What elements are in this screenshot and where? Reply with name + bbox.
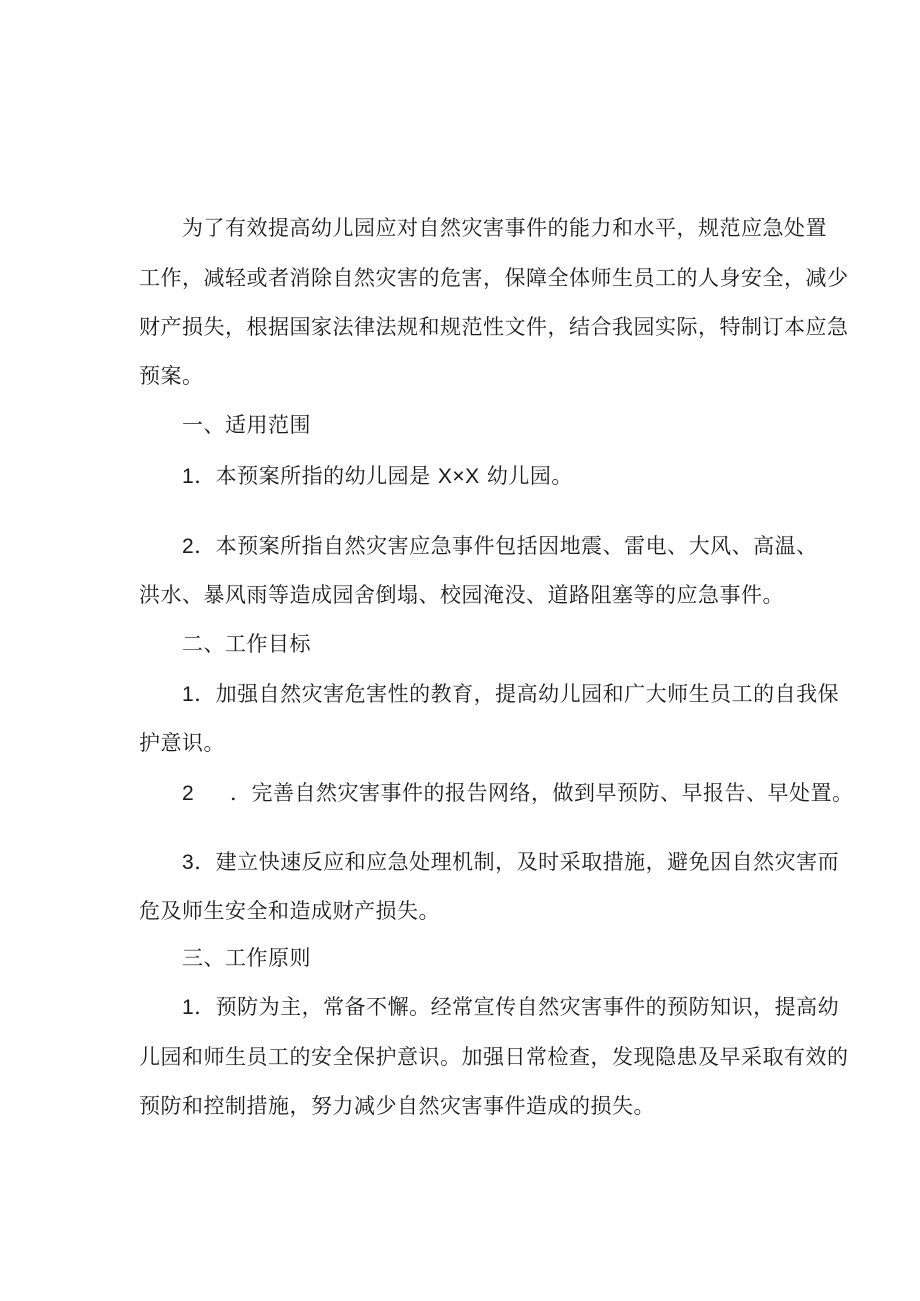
section1-item1-text-b: 幼儿园。 — [479, 464, 573, 488]
section1-item2-text-1: ．本预案所指自然灾害应急事件包括因地震、雷电、大风、高温、 — [194, 534, 818, 558]
section2-item3-line1 — [182, 848, 839, 877]
section2-item1-line2: 护意识。 — [139, 731, 225, 755]
section2-item1-line1 — [182, 680, 839, 709]
section2-item1-number: 1 — [182, 683, 195, 706]
section3-item1-line1 — [182, 993, 839, 1022]
section2-item2-number: 2 — [182, 782, 195, 805]
section3-heading: 三、工作原则 — [182, 946, 311, 970]
intro-line-3: 财产损失，根据国家法律法规和规范性文件，结合我园实际，特制订本应急 — [139, 315, 849, 339]
section2-item2-text: ．完善自然灾害事件的报告网络，做到早预防、早报告、早处置。 — [230, 781, 854, 805]
section1-item2-line1 — [182, 532, 818, 561]
section1-item2-line2: 洪水、暴风雨等造成园舍倒塌、校园淹没、道路阻塞等的应急事件。 — [139, 583, 784, 607]
section2-item1-text-1: ．加强自然灾害危害性的教育，提高幼儿园和广大师生员工的自我保 — [194, 682, 840, 706]
section2-item2 — [182, 779, 854, 808]
section1-heading: 一、适用范围 — [182, 413, 311, 437]
section1-item1-text-a: ．本预案所指的幼儿园是 — [194, 464, 438, 488]
section2-heading: 二、工作目标 — [182, 632, 311, 656]
section1-item1-number: 1 — [182, 465, 195, 488]
section2-item3-line2: 危及师生安全和造成财产损失。 — [139, 899, 440, 923]
section3-item1-number: 1 — [182, 996, 195, 1019]
section3-item1-text-1: ．预防为主，常备不懈。经常宣传自然灾害事件的预防知识，提高幼 — [194, 995, 840, 1019]
section3-item1-line3: 预防和控制措施，努力减少自然灾害事件造成的损失。 — [139, 1094, 655, 1118]
section1-item1-code: X×X — [437, 465, 480, 488]
section3-item1-line2: 儿园和师生员工的安全保护意识。加强日常检查，发现隐患及早采取有效的 — [139, 1045, 849, 1069]
intro-line-4: 预案。 — [139, 364, 204, 388]
section1-item2-number: 2 — [182, 535, 195, 558]
intro-line-2: 工作，减轻或者消除自然灾害的危害，保障全体师生员工的人身安全，减少 — [139, 266, 849, 290]
section2-item3-number: 3 — [182, 851, 195, 874]
section1-item1 — [182, 462, 573, 491]
section2-item3-text-1: ．建立快速反应和应急处理机制，及时采取措施，避免因自然灾害而 — [194, 850, 840, 874]
intro-line-1: 为了有效提高幼儿园应对自然灾害事件的能力和水平，规范应急处置 — [182, 216, 827, 240]
